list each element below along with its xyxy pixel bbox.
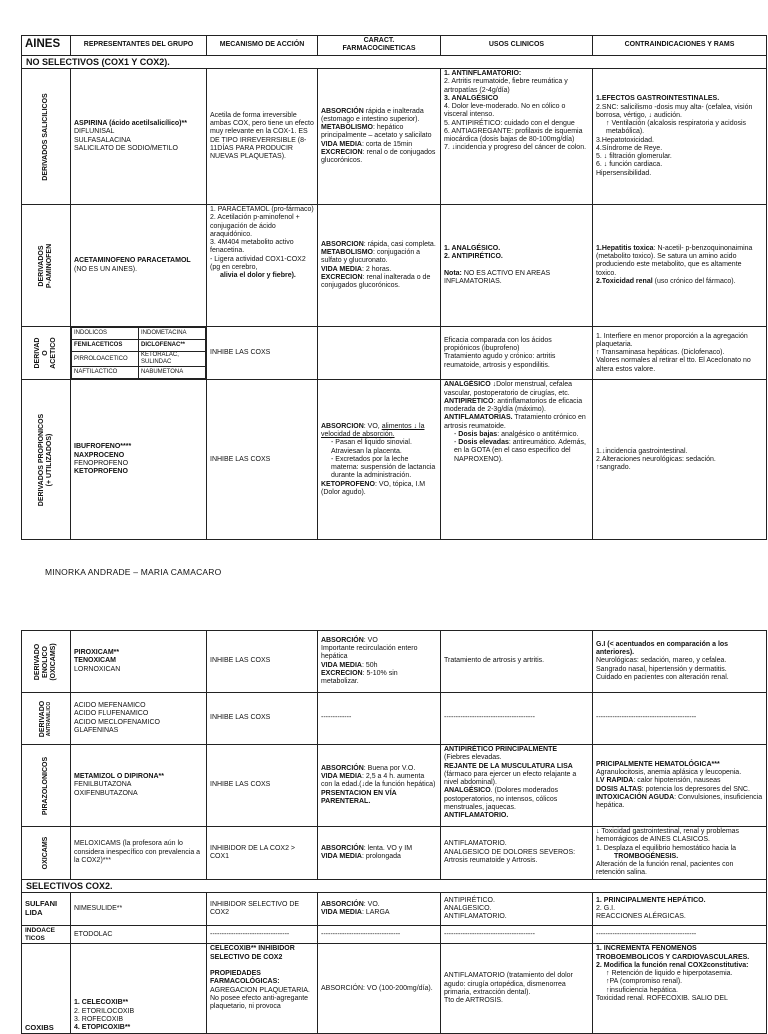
contra-item: 2.SNC: salicilismo -dosis muy alta- (cefalea, visión borrosa, vértigo, ↓ audición. bbox=[596, 103, 753, 119]
group-cell bbox=[22, 380, 71, 540]
term: ANTIPIRETICO bbox=[444, 397, 494, 405]
farmacocinetica-cell: ---------------------------------- bbox=[318, 926, 441, 944]
group-label-line: TICOS bbox=[25, 934, 45, 942]
term: REJANTE DE LA MUSCULATURA LISA bbox=[444, 762, 573, 770]
text: : LARGA bbox=[361, 909, 390, 917]
group-label-line: (OXICAMS) bbox=[50, 642, 58, 681]
acetico-subtable bbox=[71, 327, 206, 379]
text: rápida e inalterada (estomago e intestino superior). bbox=[321, 107, 424, 123]
mecanismo-cell: INHIBIDOR DE LA COX2 > COX1 bbox=[207, 827, 318, 880]
row-derivado-acetico bbox=[22, 327, 767, 380]
representantes-cell: MELOXICAMS (la profesora aún lo considera inespecífico con prevalencia a la COX2)*** bbox=[71, 827, 207, 880]
row-derivados-p-aminofen bbox=[22, 205, 767, 327]
group-label-line: DERIVAD bbox=[33, 337, 41, 369]
contra-item: 4.Síndrome de Reye. bbox=[596, 144, 663, 152]
use-item: 5. ANTIPIRÉTICO: cuidado con el dengue bbox=[444, 119, 575, 127]
use-item: ANTIPIRÉTICO. bbox=[444, 896, 495, 904]
group-label: DERIVADOS SALICILICOS bbox=[41, 92, 49, 181]
text: : 5-10% sin metabolizar. bbox=[321, 669, 398, 685]
text: : VO bbox=[363, 636, 378, 644]
text: : potencia los depresores del SNC. bbox=[641, 785, 750, 793]
drug-name: SALICILATO DE SODIO/METILO bbox=[74, 144, 178, 152]
drug-note: (NO ES UN AINES). bbox=[74, 265, 138, 273]
mecanismo-cell: INHIBE LAS COXS bbox=[207, 380, 318, 540]
contraindicaciones-cell bbox=[593, 327, 767, 380]
term: 2.Toxicidad renal bbox=[596, 277, 653, 285]
text: : Convulsiones, insuficiencia hepática. bbox=[596, 793, 763, 809]
representantes-cell bbox=[71, 631, 207, 693]
mec-item: alivia el dolor y fiebre). bbox=[220, 272, 296, 280]
contra-item: 1. INCREMENTA FENOMENOS TROBOEMBOLICOS Y CARDIOVASCULARES. bbox=[596, 945, 750, 961]
row-pirazolonicos bbox=[22, 745, 767, 827]
contra-item: REACCIONES ALÉRGICAS. bbox=[596, 913, 686, 921]
mec-item: - Ligera actividad COX1-COX2 (pg en cerebro, bbox=[210, 255, 306, 271]
mecanismo-cell: ---------------------------------- bbox=[207, 926, 318, 944]
group-cell bbox=[22, 745, 71, 827]
farmacocinetica-cell bbox=[318, 631, 441, 693]
contra-item: 2. Modifica la función renal COX2constitutiva: bbox=[596, 961, 749, 969]
contraindicaciones-cell bbox=[593, 893, 767, 926]
term: Nota: bbox=[444, 269, 462, 277]
contra-item: Toxicidad renal. ROFECOXIB. SALIO DEL bbox=[596, 994, 728, 1002]
header-mecanismo: MECANISMO DE ACCIÓN bbox=[207, 36, 318, 56]
drug-name: ACIDO MEFENAMICO bbox=[74, 702, 146, 709]
usos-cell bbox=[441, 205, 593, 327]
group-label-line: DERIVADOS PROPIONICOS bbox=[37, 413, 45, 507]
group-label bbox=[38, 243, 54, 287]
drug-name: IBUFROFENO**** bbox=[74, 443, 132, 451]
use-item: 1. ANTINFLAMATORIO: bbox=[444, 70, 522, 78]
term: ANALGÉSICO bbox=[444, 787, 491, 795]
text: : VO, tópica, I.M (Dolor agudo). bbox=[321, 480, 426, 496]
text: : corta de 15min bbox=[361, 140, 413, 148]
contra-item: 1. PRINCIPALMENTE HEPÁTICO. bbox=[596, 896, 706, 904]
contra-item: 3.Hepatotoxicidad. bbox=[596, 136, 654, 144]
text: : VO, bbox=[363, 422, 382, 430]
group-cell: COXIBS bbox=[22, 944, 71, 1034]
term: VIDA MEDIA bbox=[321, 661, 362, 669]
use-item: Tto de ARTROSIS. bbox=[444, 997, 504, 1005]
contraindicaciones-cell bbox=[593, 205, 767, 327]
drug-name: OXIFENBUTAZONA bbox=[74, 789, 138, 797]
use-item: ANTIFLAMATORIO. bbox=[444, 913, 507, 921]
group-cell bbox=[22, 926, 71, 944]
row-sulfanilida bbox=[22, 893, 767, 926]
contra-item: 1. Desplaza el equilibrio hemostático hacia la bbox=[596, 844, 737, 852]
section-selectivos: SELECTIVOS COX2. bbox=[22, 879, 767, 893]
contra-item: ↑sangrado. bbox=[596, 464, 631, 472]
group-cell bbox=[22, 693, 71, 745]
contraindicaciones-cell bbox=[593, 745, 767, 827]
text: PRSENTACION EN VÍA PARENTERAL. bbox=[321, 789, 397, 805]
subgroup-name: FENILACETICOS bbox=[72, 340, 139, 352]
term: Dosis bajas bbox=[458, 430, 498, 438]
group-label bbox=[34, 338, 58, 370]
drug-name: INDOMETACINA bbox=[139, 328, 206, 340]
group-label: PIRAZOLONICOS bbox=[41, 756, 49, 815]
text: : 2 horas. bbox=[361, 265, 392, 273]
drug-name: ACIDO FLUFENAMICO bbox=[74, 710, 149, 718]
text: : VO. bbox=[363, 900, 380, 908]
term: EXCRECION bbox=[321, 148, 363, 156]
usos-cell bbox=[441, 745, 593, 827]
contra-item: Neurológicas: sedación, mareo, y cefalea. bbox=[596, 657, 727, 665]
contra-item: G.I (< acentuados en comparación a los anteriores). bbox=[596, 640, 729, 657]
term: ABSORCIÓN bbox=[321, 107, 364, 115]
term: Dosis elevadas bbox=[458, 439, 509, 447]
group-label-line: (+ UTILIZADOS) bbox=[46, 433, 53, 487]
group-label-line: ANTRANILICO bbox=[46, 701, 53, 736]
group-cell bbox=[22, 205, 71, 327]
contra-item: TROMBOGÉNESIS. bbox=[614, 852, 679, 860]
text: NO ES ACTIVO EN AREAS INFLAMATORIAS. bbox=[444, 269, 551, 285]
use-item: 7. ↓incidencia y progreso del cáncer de colon. bbox=[444, 144, 587, 152]
mecanismo-cell: INHIBE LAS COXS bbox=[207, 745, 318, 827]
term: ABSORCION bbox=[321, 240, 364, 248]
contraindicaciones-cell bbox=[593, 944, 767, 1034]
term: 1.Hepatitis toxica bbox=[596, 244, 654, 252]
contraindicaciones-cell bbox=[593, 380, 767, 540]
row-derivado-antranilico bbox=[22, 693, 767, 745]
contra-item: ↑ Transaminasa hepáticas. (Diclofenaco). bbox=[596, 349, 725, 357]
row-derivado-enolico bbox=[22, 631, 767, 693]
text: : Buena por V.O. bbox=[363, 764, 416, 772]
contra-item: ↓ Toxicidad gastrointestinal, renal y problemas hemorrágicos de AINES CLASICOS. bbox=[596, 828, 740, 844]
group-cell bbox=[22, 827, 71, 880]
text: : lenta. VO y IM bbox=[363, 844, 413, 852]
usos-cell bbox=[441, 944, 593, 1034]
drug-name: KETOPROFENO bbox=[74, 468, 128, 476]
term: I.V RAPIDA bbox=[596, 777, 634, 785]
header-contraindicaciones: CONTRAINDICACIONES Y RAMS bbox=[593, 36, 767, 56]
farmacocinetica-cell bbox=[318, 327, 441, 380]
contraindicaciones-cell bbox=[593, 827, 767, 880]
contra-item: Valores normales al retirar el tto. El Aceclonato no altera estos valore. bbox=[596, 357, 751, 373]
usos-cell: Tratamiento de artrosis y artritis. bbox=[441, 631, 593, 693]
contra-item: 1.↓incidencia gastrointestinal. bbox=[596, 447, 688, 455]
group-label bbox=[39, 700, 53, 736]
drug-name: LORNOXICAN bbox=[74, 665, 121, 673]
farmacocinetica-cell: ABSORCIÓN: VO (100-200mg/día). bbox=[318, 944, 441, 1034]
contra-item: ↑PA (compromiso renal). bbox=[606, 978, 683, 986]
use-item: ANTIFLAMATORIO. bbox=[444, 840, 507, 848]
group-label-line: INDOACE bbox=[25, 927, 55, 935]
drug-name: DIFLUNISAL bbox=[74, 128, 115, 136]
term: ABSORCIÓN bbox=[321, 844, 364, 852]
representantes-cell bbox=[71, 693, 207, 745]
mec-item: AGREGACION PLAQUETARIA. No posee efecto anti-agregante plaquetario, ni provoca bbox=[210, 986, 310, 1011]
farmacocinetica-cell bbox=[318, 205, 441, 327]
term: INTOXICACIÓN AGUDA bbox=[596, 793, 675, 801]
use-item: Tratamiento agudo y crónico: artritis reumatoide, artrosis y espondilitis. bbox=[444, 353, 556, 369]
group-label-line: DERIVADOS bbox=[37, 245, 45, 287]
group-label-line: ACETICO bbox=[50, 337, 58, 370]
subgroup-name: INDOLICOS bbox=[72, 328, 139, 340]
drug-name: FENILBUTAZONA bbox=[74, 781, 132, 789]
term: ABSORCIÓN bbox=[321, 636, 364, 644]
term: EXCRECION bbox=[321, 669, 363, 677]
usos-cell bbox=[441, 69, 593, 205]
farmacocinetica-cell bbox=[318, 745, 441, 827]
mecanismo-cell: INHIBE LAS COXS bbox=[207, 693, 318, 745]
representantes-cell bbox=[71, 944, 207, 1034]
contra-item: 1.EFECTOS GASTROINTESTINALES. bbox=[596, 95, 720, 103]
term: VIDA MEDIA bbox=[321, 140, 362, 148]
subgroup-name: PIRROLOACETICO bbox=[72, 352, 139, 367]
row-oxicams bbox=[22, 827, 767, 880]
aines-heading: AINES bbox=[22, 36, 71, 56]
representantes-cell: NIMESULIDE** bbox=[71, 893, 207, 926]
text: Importante recirculación entero hepática bbox=[321, 645, 418, 661]
text: : renal inalterada o de conjugados glucorónicos. bbox=[321, 273, 431, 290]
header-caract-line: CARACT. bbox=[363, 37, 395, 44]
text: : conjugación a sulfato y glucuronato. bbox=[321, 249, 421, 265]
header-farmaco-line: FARMACOCINETICAS bbox=[342, 45, 416, 53]
header-usos: USOS CLINICOS bbox=[441, 36, 593, 56]
term: VIDA MEDIA bbox=[321, 909, 362, 917]
contra-item: ↑ Ventilación (alcalosis respiratoria y acidosis metabólica). bbox=[606, 120, 747, 136]
term: VIDA MEDIA bbox=[321, 852, 362, 860]
contra-item: 2.Alteraciones neurológicas: sedación. bbox=[596, 455, 716, 463]
drug-name: ACIDO MECLOFENAMICO bbox=[74, 718, 160, 726]
term: ABSORCION bbox=[321, 422, 364, 430]
mecanismo-cell: INHIBIDOR SELECTIVO DE COX2 bbox=[207, 893, 318, 926]
group-cell bbox=[22, 327, 71, 380]
header-farmacocineticas bbox=[318, 36, 441, 56]
contra-item: Agranulocitosis, anemia aplásica y leucopenia. bbox=[596, 769, 742, 776]
bullet-item: - Excretados por la leche materna: suspensión de lactancia durante la administración. bbox=[331, 455, 436, 480]
contra-item: ↑ Retención de liquido e hiperpotasemia. bbox=[606, 970, 733, 978]
use-item: ANTIPIRÉTICO PRINCIPALMENTE bbox=[444, 746, 558, 753]
text: : hepático principalmente – acetato y salicilato bbox=[321, 124, 432, 140]
text: . (Dolores moderados postoperatorios, no intensos, cólicos menstruales, jaquecas. bbox=[444, 787, 558, 811]
contra-item: ↑insuficiencia hepática. bbox=[606, 986, 678, 994]
text: Tratamiento crónico en artrosis reumatoide. bbox=[444, 414, 586, 430]
row-derivados-salicilicos bbox=[22, 69, 767, 205]
use-item: ANALGESICO. bbox=[444, 904, 492, 912]
group-cell bbox=[22, 69, 71, 205]
farmacocinetica-cell bbox=[318, 893, 441, 926]
mec-item: 2. Acetilación p-aminofenol + conjugación de ácido araquidónico. bbox=[210, 214, 300, 238]
text: : prolongada bbox=[361, 852, 401, 860]
text: : antireumático. Además, en la GOTA (en el caso especifico del NAPROXENO). bbox=[454, 439, 586, 463]
mec-item: CELECOXIB** INHIBIDOR SELECTIVO DE COX2 bbox=[210, 945, 295, 961]
term: VIDA MEDIA bbox=[321, 265, 362, 273]
contra-item: 5. ↓ filtración glomerular. bbox=[596, 153, 672, 161]
use-item: 3. ANALGÉSICO bbox=[444, 94, 499, 102]
mecanismo-cell: INHIBE LAS COXS bbox=[207, 631, 318, 693]
term: EXCRECION bbox=[321, 273, 363, 281]
farmacocinetica-cell bbox=[318, 827, 441, 880]
representantes-cell bbox=[71, 380, 207, 540]
drug-name: METAMIZOL O DIPIRONA** bbox=[74, 773, 164, 781]
bullet-item: - Pasan el liquido sinovial. Atraviesan la placenta. bbox=[331, 439, 412, 455]
text: : analgésico o antitérmico. bbox=[497, 430, 579, 438]
group-label-line: O bbox=[41, 350, 49, 357]
header-row bbox=[22, 36, 767, 56]
usos-cell: ANALGÉSICO ↓Dolor menstrual, cefalea vascular, postoperatorio de cirugías, etc. ANTIPIRETICO: antinflamatorios de eficacia moderada de 2-3g/día (máximo). ANTIFLAMATORIAS. Tratamiento crónico en artrosis reumatoide. - Dosis bajas: analgésico o antitérmico. - Dosis elevadas: antireumático. Además, en la GOTA (en el caso especifico del NAPROXENO). bbox=[441, 380, 593, 540]
term: METABOLISMO bbox=[321, 124, 373, 132]
drug-name: TENOXICAM bbox=[74, 657, 116, 665]
usos-cell bbox=[441, 893, 593, 926]
group-label-line: LIDA bbox=[25, 908, 43, 918]
contra-item: 2. G.I. bbox=[596, 904, 616, 912]
group-label-line: DERIVADO bbox=[33, 643, 41, 680]
mecanismo-cell bbox=[207, 944, 318, 1034]
mec-item: PROPIEDADES FARMACOLÓGICAS: bbox=[210, 970, 280, 986]
subgroup-name: NAFTILACTICO bbox=[72, 367, 139, 379]
mecanismo-cell bbox=[207, 205, 318, 327]
header-representantes: REPRESENTANTES DEL GRUPO bbox=[71, 36, 207, 56]
term: ABSORCIÓN bbox=[321, 900, 364, 908]
use-item: (Fiebres elevadas. bbox=[444, 754, 502, 762]
aines-table-page-1 bbox=[21, 35, 767, 540]
use-item: ANTIFLAMATORIO. bbox=[444, 812, 509, 819]
use-item: ANTIFLAMATORIO (tratamiento del dolor agudo: cirugía ortopédica, dismenorrea primaria, extracción dental). bbox=[444, 972, 573, 996]
term: ABSORCIÓN bbox=[321, 764, 364, 772]
term: DOSIS ALTAS bbox=[596, 785, 642, 793]
drug-name: 2. ETORILOCOXIB bbox=[74, 1007, 135, 1015]
term: VIDA MEDIA bbox=[321, 773, 362, 781]
text: : antinflamatorios de eficacia moderada de 2-3g/día (máximo). bbox=[444, 397, 583, 414]
term: ANALGÉSICO bbox=[444, 381, 491, 389]
drug-name: 4. ETOPICOXIB** bbox=[74, 1024, 131, 1032]
text: : rápida, casi completa. bbox=[363, 240, 436, 248]
contra-item: Alteración de la función renal, pacientes con retención salina. bbox=[596, 861, 734, 877]
usos-cell bbox=[441, 827, 593, 880]
group-label-line: DERIVADO bbox=[39, 700, 47, 737]
use-item: 1. ANALGÉSICO. bbox=[444, 244, 501, 252]
use-item: 4. Dolor leve-moderado. No en cólico o visceral intenso. bbox=[444, 103, 566, 119]
row-derivados-propionicos bbox=[22, 380, 767, 540]
drug-name: KETORALAC, SULINDAC bbox=[139, 352, 206, 367]
group-label: OXICAMS bbox=[41, 836, 49, 870]
group-cell bbox=[22, 893, 71, 926]
use-item: 2. ANTIPIRÉTICO. bbox=[444, 253, 503, 261]
farmacocinetica-cell bbox=[318, 380, 441, 540]
contra-item: Hipersensibilidad. bbox=[596, 169, 652, 177]
drug-name: PIROXICAM** bbox=[74, 649, 120, 657]
representantes-cell bbox=[71, 745, 207, 827]
usos-cell bbox=[441, 327, 593, 380]
group-label-line: SULFANI bbox=[25, 899, 58, 909]
drug-name: FENOPROFENO bbox=[74, 459, 129, 467]
text: (uso crónico del fármaco). bbox=[652, 277, 736, 285]
text: ↓Dolor menstrual, cefalea vascular, postoperatorio de cirugías, etc. bbox=[444, 381, 572, 397]
drug-name: 1. CELECOXIB** bbox=[74, 999, 129, 1007]
contra-item: Cuidado en pacientes con alteración renal. bbox=[596, 673, 729, 681]
contra-item: 1. Interfiere en menor proporción a la agregación plaquetaria. bbox=[596, 332, 748, 348]
text: : 50h bbox=[361, 661, 378, 669]
use-item: ANALGESICO DE DOLORES SEVEROS: Artrosis reumatoide y Artrosis. bbox=[444, 848, 576, 864]
representantes-cell bbox=[71, 69, 207, 205]
text: : calor hipotensión, nauseas bbox=[633, 777, 721, 785]
use-item: 6. ANTIAGREGANTE: profilaxis de isquemia miocárdica (dosis bajas de 80-100mg/día) bbox=[444, 127, 583, 144]
mec-item: 1. PARACETAMOL (pro-fármaco) bbox=[210, 206, 314, 214]
author-line: MINORKA ANDRADE – MARIA CAMACARO bbox=[45, 567, 222, 577]
section-no-selectivos: NO SELECTIVOS (COX1 Y COX2). bbox=[22, 55, 767, 69]
text: : renal o de conjugados glucorónicos. bbox=[321, 148, 436, 165]
group-label-line: ENOLICO bbox=[41, 645, 49, 678]
row-coxibs bbox=[22, 944, 767, 1034]
text: : N-acetil- p-benzoquinonaimina (metabolito toxico). Se satura un amino acido produciendo este metabolito, que es altamente toxico. bbox=[596, 244, 753, 277]
term: KETOPROFENO bbox=[321, 480, 375, 488]
term: ANTIFLAMATORIAS. bbox=[444, 414, 513, 422]
mec-item: 3. 4M404 metabolito activo fenacetina. bbox=[210, 239, 294, 255]
mecanismo-cell: Acetila de forma irreversible ambas COX, pero tiene un efecto muy relevante en la COX-1. ES DE TIPO IRREVERRSIBLE (8-11DÍAS PARA PRODUCIR NUEVAS PLAQUETAS). bbox=[207, 69, 318, 205]
usos-cell: --------------------------------------- bbox=[441, 926, 593, 944]
farmacocinetica-cell bbox=[318, 69, 441, 205]
mecanismo-cell: INHIBE LAS COXS bbox=[207, 327, 318, 380]
drug-name: DICLOFENAC** bbox=[139, 340, 206, 352]
representantes-cell: ETODOLAC bbox=[71, 926, 207, 944]
contraindicaciones-cell: ------------------------------------------- bbox=[593, 693, 767, 745]
representantes-cell bbox=[71, 205, 207, 327]
text: alimentos ↓ la velocidad de absorción. bbox=[321, 422, 425, 439]
drug-name: NABUMETONA bbox=[139, 367, 206, 379]
drug-name: ASPIRINA (ácido acetilsalicílico)** bbox=[74, 120, 187, 128]
row-indoaceticos bbox=[22, 926, 767, 944]
drug-name: SULFASALACINA bbox=[74, 136, 131, 144]
use-item: 2. Artritis reumatoide, fiebre reumática y artropatías (2-4g/día) bbox=[444, 78, 568, 94]
contraindicaciones-cell bbox=[593, 69, 767, 205]
text: (fármaco para ejercer un efecto relajante a nivel abdominal). bbox=[444, 770, 577, 786]
farmacocinetica-cell: ------------- bbox=[318, 693, 441, 745]
term: METABOLISMO bbox=[321, 249, 373, 257]
contra-item: 6. ↓ función cardiaca. bbox=[596, 161, 663, 169]
use-item: Eficacia comparada con los ácidos propiónicos (ibuprofeno) bbox=[444, 336, 552, 353]
aines-table-page-2 bbox=[21, 630, 767, 1034]
representantes-cell bbox=[71, 327, 207, 380]
usos-cell: --------------------------------------- bbox=[441, 693, 593, 745]
drug-name: GLAFENINAS bbox=[74, 726, 119, 734]
drug-name: 3. ROFECOXIB bbox=[74, 1015, 124, 1023]
group-label bbox=[38, 414, 54, 506]
contra-item: Sangrado nasal, hipertensión y dermatitis. bbox=[596, 665, 727, 673]
group-label bbox=[34, 643, 58, 680]
group-cell bbox=[22, 631, 71, 693]
contraindicaciones-cell: ------------------------------------------- bbox=[593, 926, 767, 944]
text: : 2,5 a 4 h. aumenta con la edad.(↓de la función hepática) bbox=[321, 773, 436, 789]
drug-name: NAXPROCENO bbox=[74, 451, 125, 459]
drug-name: ACETAMINOFENO PARACETAMOL bbox=[74, 257, 191, 265]
group-label-line: P-AMINOFEN bbox=[46, 243, 53, 288]
contra-item: PRICIPALMENTE HEMATOLÓGICA*** bbox=[596, 760, 720, 768]
contraindicaciones-cell bbox=[593, 631, 767, 693]
